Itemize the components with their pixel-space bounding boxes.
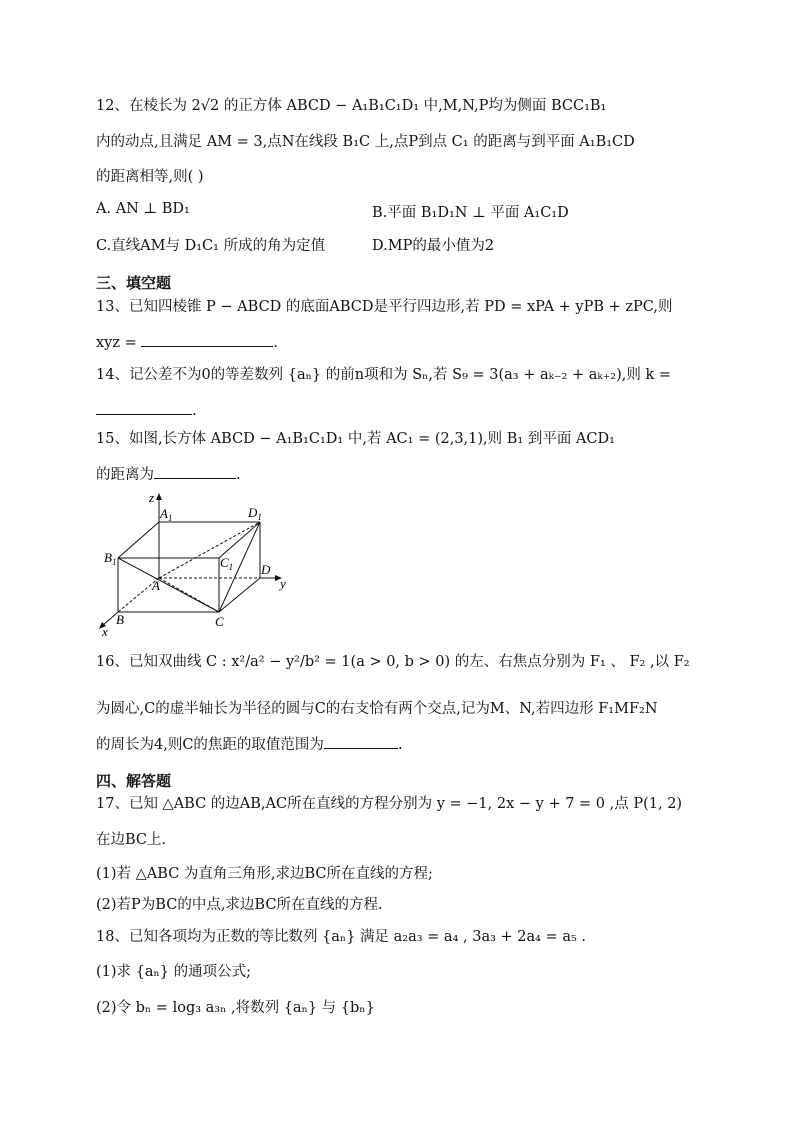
q12-option-b: B.平面 B₁D₁N ⊥ 平面 A₁C₁D [372,205,569,221]
q14-answer-blank[interactable] [96,400,192,415]
label-c: C [215,614,224,629]
q16-line-3: 的周长为4,则C的焦距的取值范围为 . [96,734,403,755]
q18-part-2: (2)令 bₙ = log₃ a₃ₙ ,将数列 {aₙ} 与 {bₙ} [96,1000,375,1016]
label-a: A [152,578,160,593]
q12-line-1: 12、在棱长为 2√2 的正方体 ABCD − A₁B₁C₁D₁ 中,M,N,P均为侧面 BCC₁B₁ [96,98,607,114]
cuboid-figure [92,490,292,638]
section-4-heading: 四、解答题 [96,772,172,790]
edge-c-d [219,578,260,612]
label-c1: $C_1$ [220,555,234,572]
q13-answer-blank[interactable] [141,332,273,347]
q14-line-1: 14、记公差不为0的等差数列 {aₙ} 的前n项和为 Sₙ,若 S₉ = 3(a₃ + aₖ₋₂ + aₖ₊₂),则 k = [96,367,672,383]
label-a1: $A_1$ [160,506,173,523]
label-d1: $D_1$ [248,505,262,522]
q17-part-1: (1)若 △ABC 为直角三角形,求边BC所在直线的方程; [96,866,433,882]
label-x: x [102,624,108,638]
q12-line-3: 的距离相等,则( ) [96,169,204,185]
q15-prefix: 的距离为 [96,467,154,483]
q12-line-2: 内的动点,且满足 AM = 3,点N在线段 B₁C 上,点P到点 C₁ 的距离与到平面 A₁B₁CD [96,134,635,150]
q16-line-2: 为圆心,C的虚半轴长为半径的圆与C的右支恰有两个交点,记为M、N,若四边形 F₁MF₂N [96,701,658,717]
q16-line-1: 16、已知双曲线 C : x²/a² − y²/b² = 1(a > 0, b > 0) 的左、右焦点分别为 F₁ 、 F₂ ,以 F₂ [96,654,690,670]
q12-option-a: A. AN ⊥ BD₁ [96,201,190,217]
q13-line-2: xyz = . [96,332,278,353]
q15-line-1: 15、如图,长方体 ABCD − A₁B₁C₁D₁ 中,若 AC₁ = (2,3,1),则 B₁ 到平面 ACD₁ [96,431,615,447]
q16-answer-blank[interactable] [324,734,398,749]
q12-option-c: C.直线AM与 D₁C₁ 所成的角为定值 [96,238,326,254]
edge-a1-b1 [118,522,159,558]
q18-part-1: (1)求 {aₙ} 的通项公式; [96,964,252,980]
z-axis-arrow [156,493,162,500]
q17-part-2: (2)若P为BC的中点,求边BC所在直线的方程. [96,897,383,913]
q15-line-2: 的距离为 . [96,464,241,485]
q14-line-2: . [96,400,197,421]
q15-answer-blank[interactable] [154,464,236,479]
q17-line-2: 在边BC上. [96,832,167,848]
q13-line-1: 13、已知四棱锥 P − ABCD 的底面ABCD是平行四边形,若 PD = xPA + yPB + zPC,则 [96,299,673,315]
segment-a-d1 [159,522,260,578]
segment-b1-c [118,558,219,612]
label-b: B [116,612,124,627]
label-z: z [149,490,155,505]
label-b1: $B_1$ [104,550,117,567]
section-3-heading: 三、填空题 [96,274,172,292]
q13-prefix: xyz = [96,335,137,351]
q17-line-1: 17、已知 △ABC 的边AB,AC所在直线的方程分别为 y = −1, 2x − y + 7 = 0 ,点 P(1, 2) [96,796,683,812]
q12-option-d: D.MP的最小值为2 [372,238,495,254]
label-d: D [261,562,271,577]
edge-c1-d1 [219,522,260,558]
q18-line-1: 18、已知各项均为正数的等比数列 {aₙ} 满足 a₂a₃ = a₄ , 3a₃ + 2a₄ = a₅ . [96,929,586,945]
q16-prefix: 的周长为4,则C的焦距的取值范围为 [96,737,324,753]
label-y: y [280,576,286,591]
